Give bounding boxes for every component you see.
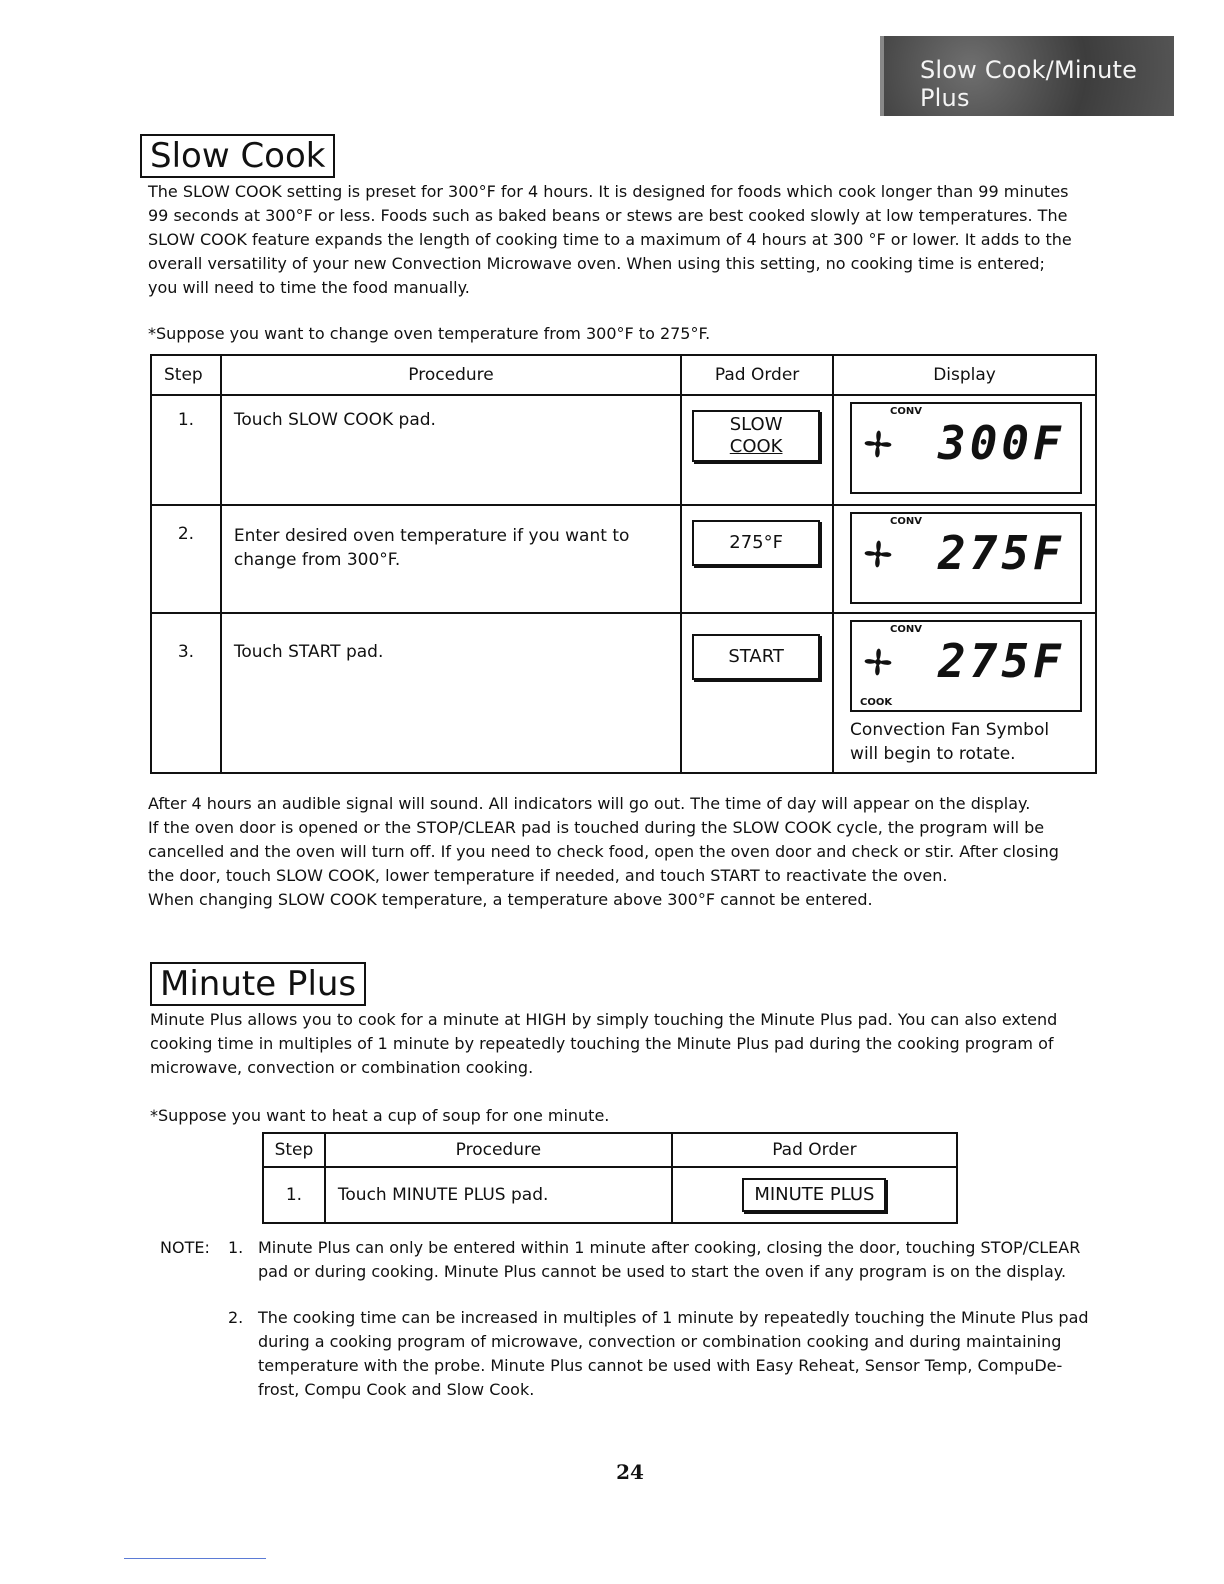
minute-plus-pad[interactable]: MINUTE PLUS [742, 1178, 886, 1212]
header-step: Step [151, 355, 221, 395]
paragraph-line: 99 seconds at 300°F or less. Foods such as baked beans or stews are best cooked slowly at low temperatures. The [148, 206, 1068, 225]
paragraph-line: you will need to time the food manually. [148, 278, 470, 297]
page-number: 24 [616, 1460, 644, 1484]
display-note [850, 718, 1095, 766]
banner-text: Slow Cook/Minute Plus [920, 56, 1138, 112]
paragraph-line: overall versatility of your new Convection Microwave oven. When using this setting, no cooking time is entered; [148, 254, 1045, 273]
paragraph-line: When changing SLOW COOK temperature, a temperature above 300°F cannot be entered. [148, 890, 873, 909]
paragraph-line: the door, touch SLOW COOK, lower temperature if needed, and touch START to reactivate the oven. [148, 866, 948, 885]
convection-fan-icon [858, 534, 898, 574]
section-banner [880, 36, 1174, 116]
note-number: 1. [228, 1238, 244, 1257]
conv-indicator: CONV [890, 516, 922, 527]
paragraph-line: SLOW COOK feature expands the length of cooking time to a maximum of 4 hours at 300 °F or lower. It adds to the [148, 230, 1072, 249]
procedure-text [221, 505, 681, 613]
minute-plus-title: Minute Plus [150, 962, 366, 1006]
slow-cook-suppose: *Suppose you want to change oven temperature from 300°F to 275°F. [148, 324, 711, 343]
paragraph-line: cooking time in multiples of 1 minute by repeatedly touching the Minute Plus pad during the cooking program of [150, 1034, 1054, 1053]
table-header-row [151, 355, 1096, 395]
note-label: NOTE: [160, 1238, 210, 1257]
paragraph-line: microwave, convection or combination cooking. [150, 1058, 534, 1077]
oven-display [850, 512, 1082, 604]
procedure-text: Touch SLOW COOK pad. [221, 395, 681, 505]
table-row [151, 395, 1096, 505]
minute-plus-suppose: *Suppose you want to heat a cup of soup for one minute. [150, 1106, 610, 1125]
note-line: during a cooking program of microwave, convection or combination cooking and during maintaining [258, 1332, 1062, 1351]
pad-label: SLOW [729, 414, 783, 435]
note-number: 2. [228, 1308, 244, 1327]
note-line: The cooking time can be increased in multiples of 1 minute by repeatedly touching the Minute Plus pad [258, 1308, 1089, 1327]
header-procedure: Procedure [221, 355, 681, 395]
conv-indicator: CONV [890, 406, 922, 417]
procedure-line: change from 300°F. [233, 550, 401, 570]
note-line: pad or during cooking. Minute Plus cannot be used to start the oven if any program is on the display. [258, 1262, 1067, 1281]
slow-cook-after-notes [148, 792, 1108, 912]
header-pad-order: Pad Order [672, 1133, 957, 1167]
paragraph-line: cancelled and the oven will turn off. If you need to check food, open the oven door and check or stir. After closing [148, 842, 1059, 861]
header-step: Step [263, 1133, 325, 1167]
convection-fan-icon [858, 424, 898, 464]
paragraph-line: After 4 hours an audible signal will sound. All indicators will go out. The time of day will appear on the display. [148, 794, 1031, 813]
note-text [258, 1306, 1108, 1402]
display-reading: 300F [938, 416, 1065, 470]
table-row [263, 1167, 957, 1223]
display-reading: 275F [938, 526, 1065, 580]
footer-divider [124, 1558, 266, 1559]
table-header-row [263, 1133, 957, 1167]
slow-cook-pad[interactable] [692, 410, 820, 462]
minute-plus-description [150, 1008, 1110, 1080]
conv-indicator: CONV [890, 624, 922, 635]
procedure-line: Enter desired oven temperature if you want to [233, 526, 630, 546]
header-procedure: Procedure [325, 1133, 672, 1167]
paragraph-line: If the oven door is opened or the STOP/CLEAR pad is touched during the SLOW COOK cycle, the program will be [148, 818, 1045, 837]
paragraph-line: The SLOW COOK setting is preset for 300°F for 4 hours. It is designed for foods which cook longer than 99 minutes [148, 182, 1069, 201]
header-pad-order: Pad Order [681, 355, 833, 395]
temperature-pad[interactable]: 275°F [692, 520, 820, 566]
oven-display [850, 402, 1082, 494]
oven-display [850, 620, 1082, 712]
convection-fan-icon [858, 642, 898, 682]
step-number: 2. [151, 505, 221, 613]
display-note-line: Convection Fan Symbol [850, 720, 1050, 740]
procedure-text: Touch MINUTE PLUS pad. [325, 1167, 672, 1223]
header-display: Display [833, 355, 1096, 395]
display-reading: 275F [938, 634, 1065, 688]
slow-cook-description [148, 180, 1108, 300]
slow-cook-steps-table [150, 354, 1097, 774]
minute-plus-steps-table [262, 1132, 958, 1224]
pad-label: COOK [729, 436, 783, 457]
start-pad[interactable]: START [692, 634, 820, 680]
note-line: temperature with the probe. Minute Plus cannot be used with Easy Reheat, Sensor Temp, CompuDe- [258, 1356, 1063, 1375]
step-number: 1. [263, 1167, 325, 1223]
display-note-line: will begin to rotate. [850, 744, 1016, 764]
procedure-text: Touch START pad. [221, 613, 681, 773]
note-line: frost, Compu Cook and Slow Cook. [258, 1380, 535, 1399]
note-line: Minute Plus can only be entered within 1 minute after cooking, closing the door, touching STOP/CLEAR [258, 1238, 1081, 1257]
table-row [151, 505, 1096, 613]
paragraph-line: Minute Plus allows you to cook for a minute at HIGH by simply touching the Minute Plus pad. You can also extend [150, 1010, 1058, 1029]
step-number: 1. [151, 395, 221, 505]
note-text [258, 1236, 1108, 1284]
table-row [151, 613, 1096, 773]
slow-cook-title: Slow Cook [140, 134, 335, 178]
cook-indicator: COOK [860, 697, 893, 708]
step-number: 3. [151, 613, 221, 773]
